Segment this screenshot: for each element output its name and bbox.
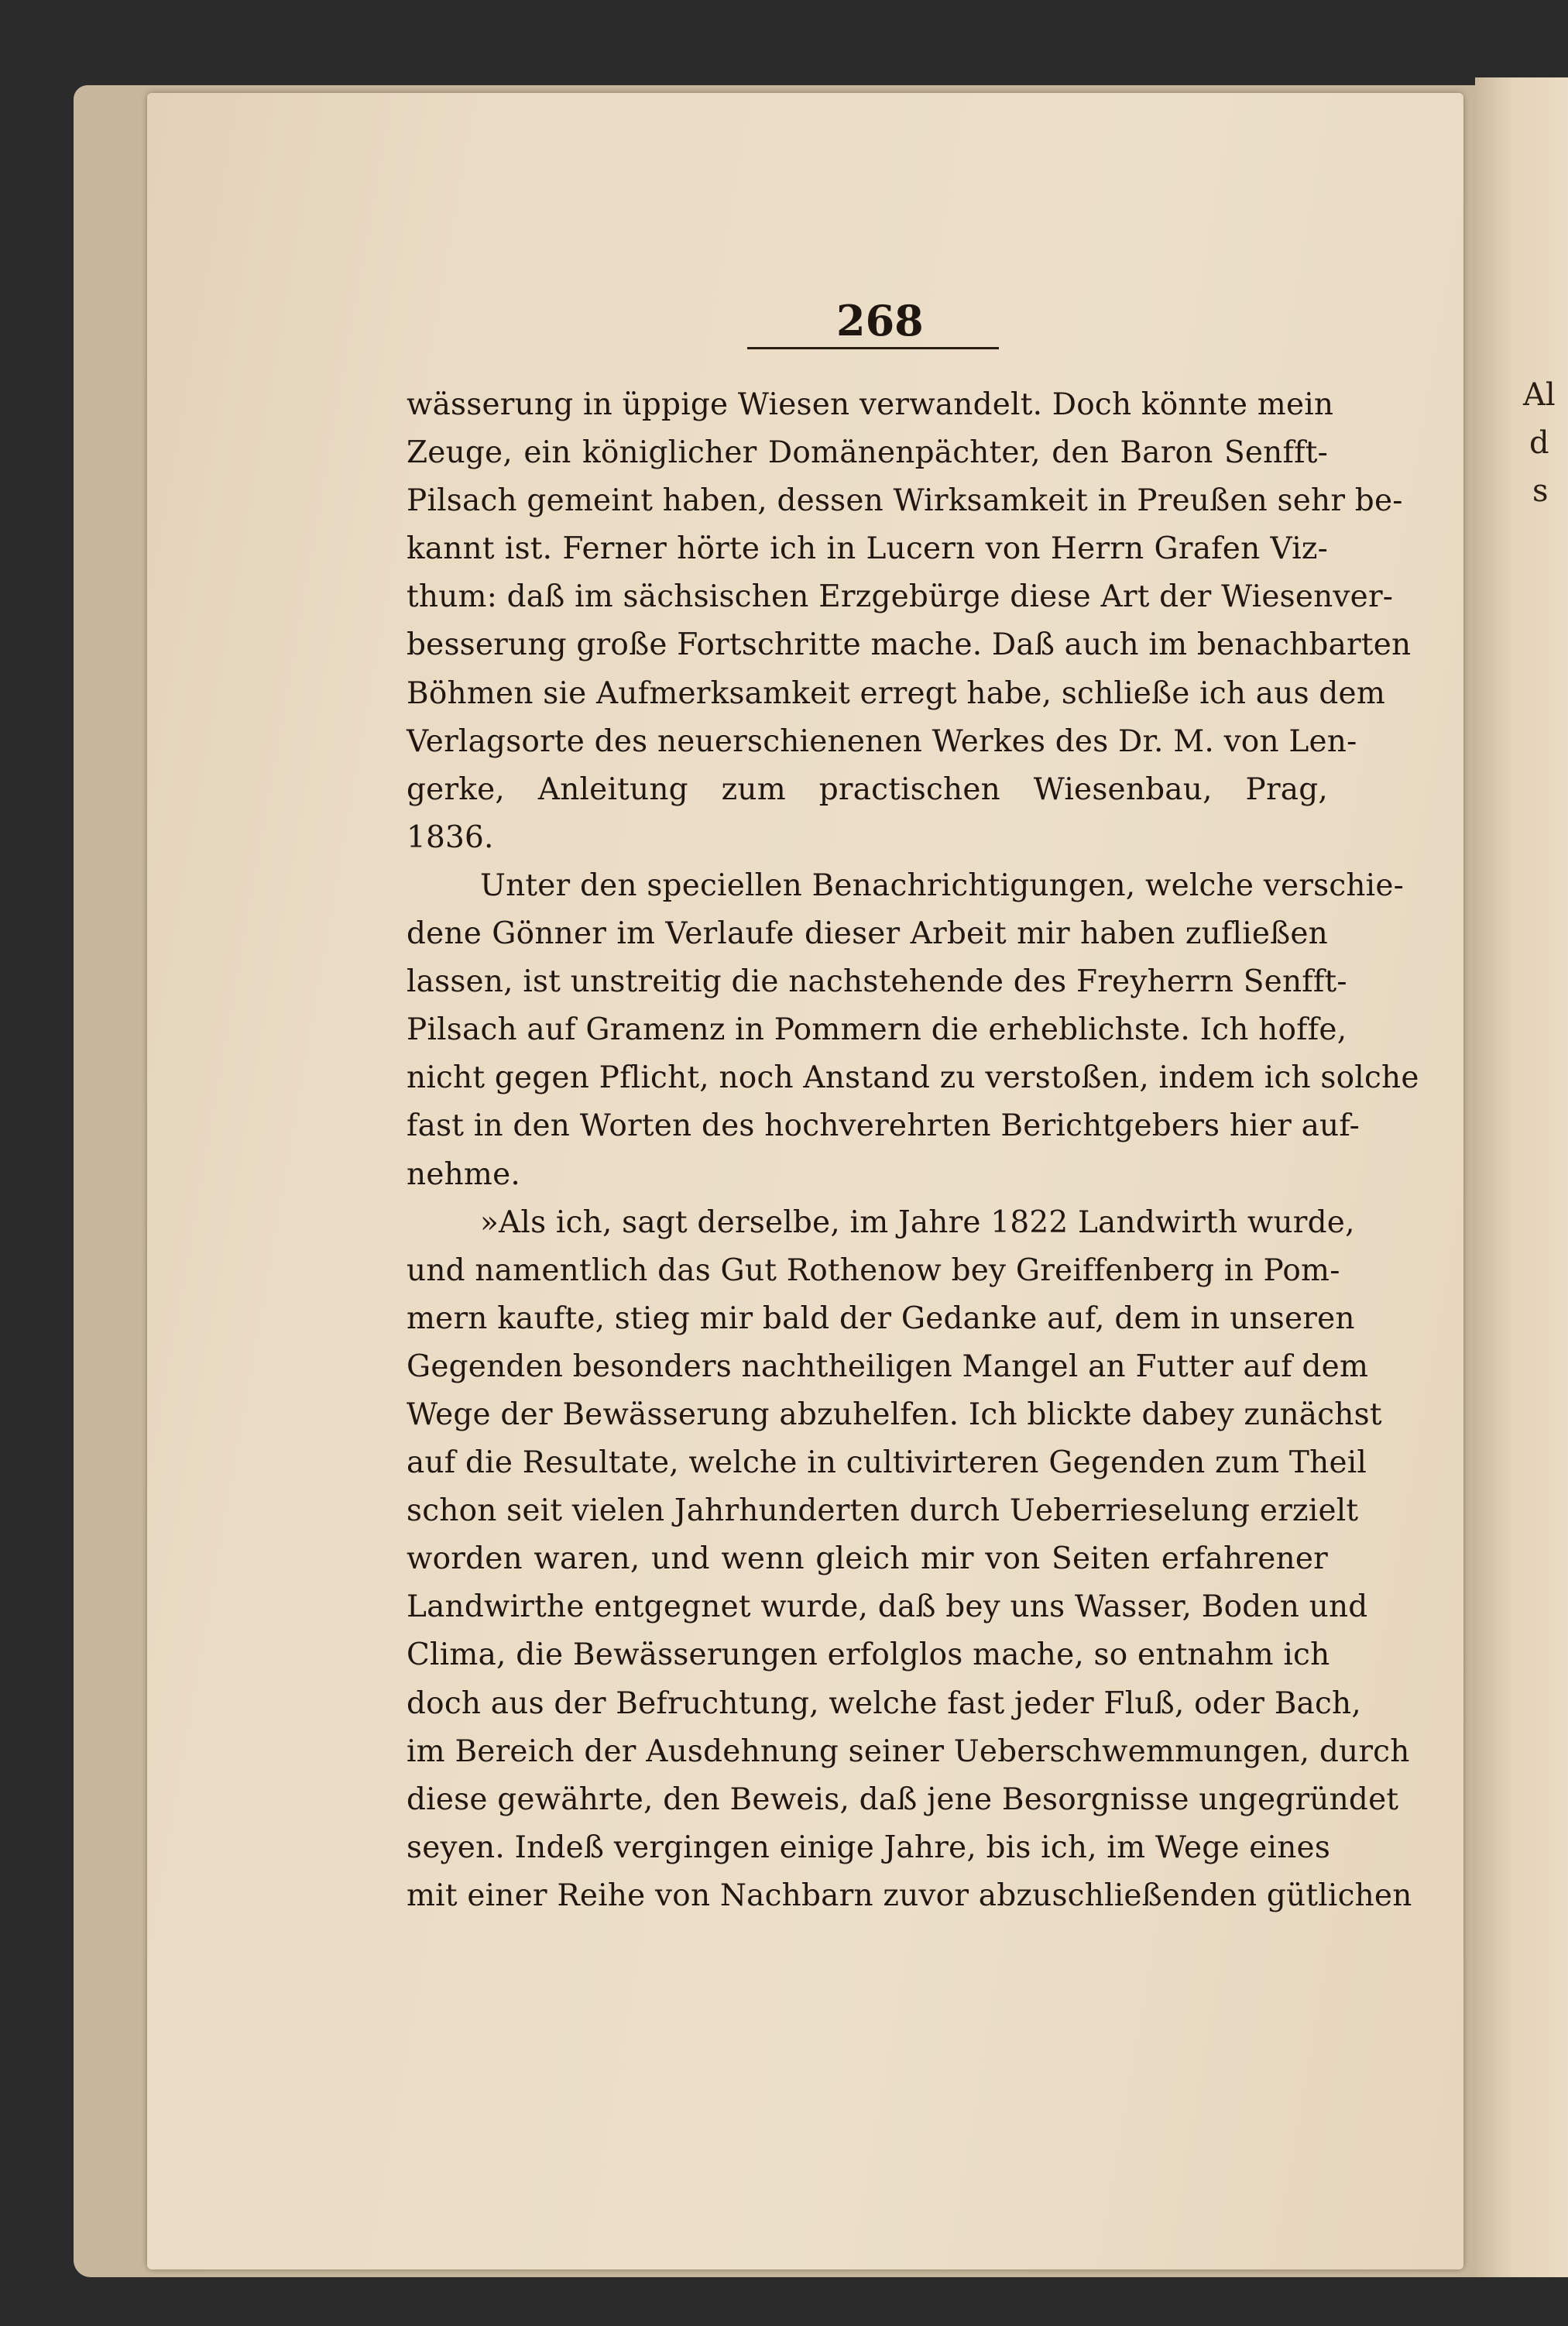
body-text: [407, 381, 1419, 1920]
page-number: 268: [836, 296, 924, 345]
facing-page-fragment: Al: [1523, 377, 1556, 413]
text-line: Clima, die Bewässerungen erfolglos mache, so entnahm ich: [407, 1637, 1330, 1673]
text-line: kannt ist. Ferner hörte ich in Lucern von Herrn Grafen Viz-: [407, 531, 1328, 567]
text-line: Gegenden besonders nachtheiligen Mangel an Futter auf dem: [407, 1349, 1369, 1384]
text-line: Verlagsorte des neuerschienenen Werkes des Dr. M. von Len-: [407, 723, 1357, 759]
text-line: dene Gönner im Verlaufe dieser Arbeit mir haben zufließen: [407, 916, 1328, 952]
text-line: auf die Resultate, welche in cultivirteren Gegenden zum Theil: [407, 1445, 1367, 1481]
text-line: und namentlich das Gut Rothenow bey Greiffenberg in Pom-: [407, 1252, 1340, 1288]
text-line: seyen. Indeß vergingen einige Jahre, bis ich, im Wege eines: [407, 1830, 1331, 1865]
text-line: »Als ich, sagt derselbe, im Jahre 1822 Landwirth wurde,: [480, 1204, 1355, 1240]
text-line: 1836.: [407, 819, 494, 855]
facing-page-edge: [1475, 77, 1568, 2277]
text-line: besserung große Fortschritte mache. Daß auch im benachbarten: [407, 627, 1412, 663]
text-line: schon seit vielen Jahrhunderten durch Ueberrieselung erzielt: [407, 1493, 1359, 1529]
header-rule: [747, 347, 999, 349]
text-line: gerke, Anleitung zum practischen Wiesenbau, Prag,: [407, 771, 1328, 807]
text-line: nehme.: [407, 1156, 520, 1192]
text-line: thum: daß im sächsischen Erzgebürge diese Art der Wiesenver-: [407, 579, 1394, 615]
text-line: im Bereich der Ausdehnung seiner Ueberschwemmungen, durch: [407, 1733, 1410, 1769]
text-line: Unter den speciellen Benachrichtigungen, welche verschie-: [480, 868, 1405, 903]
text-line: Wege der Bewässerung abzuhelfen. Ich blickte dabey zunächst: [407, 1397, 1382, 1432]
text-line: worden waren, und wenn gleich mir von Seiten erfahrener: [407, 1541, 1328, 1577]
text-line: lassen, ist unstreitig die nachstehende des Freyherrn Senfft-: [407, 964, 1347, 1000]
text-line: Pilsach auf Gramenz in Pommern die erheblichste. Ich hoffe,: [407, 1012, 1347, 1048]
text-line: Pilsach gemeint haben, dessen Wirksamkeit in Preußen sehr be-: [407, 483, 1403, 519]
facing-page-fragment: d: [1529, 425, 1549, 461]
text-line: fast in den Worten des hochverehrten Berichtgebers hier auf-: [407, 1108, 1360, 1144]
text-line: mit einer Reihe von Nachbarn zuvor abzuschließenden gütlichen: [407, 1878, 1412, 1913]
text-line: doch aus der Befruchtung, welche fast jeder Fluß, oder Bach,: [407, 1685, 1361, 1721]
facing-page-fragment: s: [1532, 473, 1549, 509]
text-line: mern kaufte, stieg mir bald der Gedanke auf, dem in unseren: [407, 1300, 1355, 1336]
text-line: wässerung in üppige Wiesen verwandelt. Doch könnte mein: [407, 387, 1334, 422]
text-line: Böhmen sie Aufmerksamkeit erregt habe, schließe ich aus dem: [407, 675, 1386, 711]
text-line: Landwirthe entgegnet wurde, daß bey uns Wasser, Boden und: [407, 1589, 1368, 1625]
text-line: nicht gegen Pflicht, noch Anstand zu verstoßen, indem ich solche: [407, 1060, 1419, 1096]
text-line: Zeuge, ein königlicher Domänenpächter, den Baron Senfft-: [407, 435, 1328, 471]
text-line: diese gewährte, den Beweis, daß jene Besorgnisse ungegründet: [407, 1781, 1399, 1817]
